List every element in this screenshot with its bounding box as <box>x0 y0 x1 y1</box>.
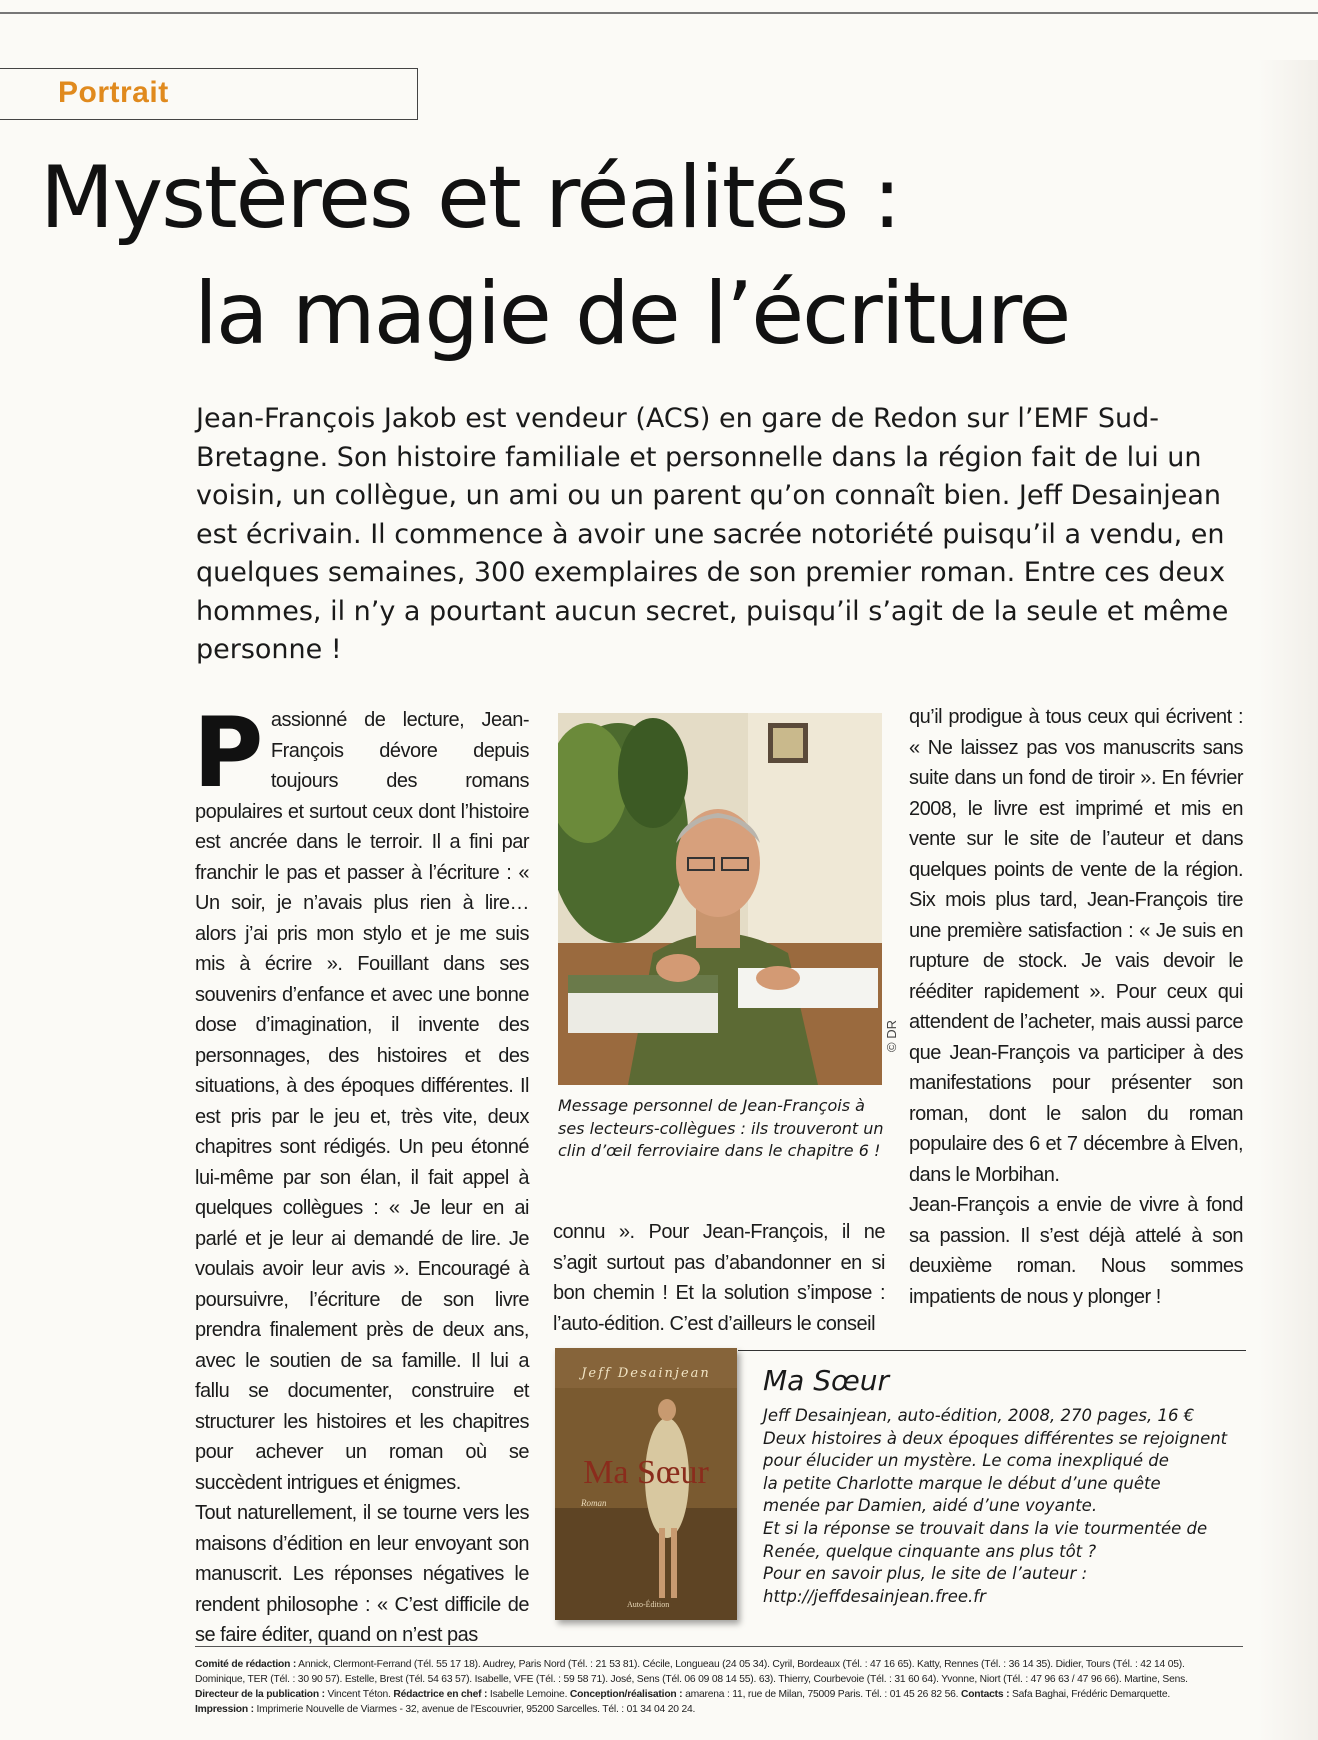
footer-line: Dominique, TER (Tél. : 30 90 57). Estelle, Brest (Tél. 54 63 57). Isabelle, VFE (Tél. : 59 58 71). José, Sens (Tél. 06 09 08 14 55). 63). Thierry, Courbevoie (Tél. : 31 60 64). Yvonne, Niort (Tél. : 47 96 63 / 47 96 66). Martine, Sens. <box>195 1674 1188 1685</box>
photo-credit: © DR <box>884 1020 899 1052</box>
book-box-rule <box>738 1350 1246 1351</box>
article-lede: Jean-François Jakob est vendeur (ACS) en gare de Redon sur l’EMF Sud-Bretagne. Son histoire familiale et personnelle dans la région fait de lui un voisin, un collègue, un ami ou un parent qu’on connaît bien. Jeff Desainjean est écrivain. Il commence à avoir une sacrée notoriété puisqu’il a vendu, en quelques semaines, 300 exemplaires de son premier roman. Entre ces deux hommes, il n’y a pourtant aucun secret, puisqu’il s’agit de la seule et même personne ! <box>196 403 1229 665</box>
cover-author: Jeff Desainjean <box>581 1366 711 1381</box>
footer-label: Directeur de la publication : <box>195 1689 325 1700</box>
book-cover <box>555 1348 737 1620</box>
footer-label: Rédactrice en chef : <box>393 1689 488 1700</box>
cover-title: Ma Sœur <box>583 1454 709 1491</box>
book-line: Et si la réponse se trouvait dans la vie tourmentée de <box>763 1518 1208 1538</box>
article-title <box>40 140 1280 372</box>
cover-subtitle: Roman <box>581 1498 607 1508</box>
footer-label: Impression : <box>195 1704 254 1715</box>
body-column-1 <box>193 697 529 1651</box>
footer-text: amarena : 11, rue de Milan, 75009 Paris. Tél. : 01 45 26 82 56. <box>685 1689 959 1700</box>
footer-text: Safa Baghai, Frédéric Demarquette. <box>1011 1689 1171 1700</box>
paragraph: qu’il prodigue à tous ceux qui écrivent : « Ne laissez pas vos manuscrits sans suite dans un fond de tiroir ». En février 2008, le livre est imprimé et mis en vente sur le site de l’auteur et dans quelques points de vente de la région. Six mois plus tard, Jean-François tire une première satisfaction : « Je suis en rupture de stock. Je vais devoir le rééditer rapidement ». Pour ceux qui attendent de l’acheter, mais aussi parce que Jean-François va participer à des manifestations pour présenter son roman, dont le salon du roman populaire des 6 et 7 décembre à Elven, dans le Morbihan. <box>909 706 1243 1186</box>
top-rule <box>0 12 1318 14</box>
footer-rule <box>195 1646 1243 1647</box>
book-title: Ma Sœur <box>763 1364 890 1397</box>
footer-line <box>195 1702 1243 1717</box>
book-line: pour élucider un mystère. Le coma inexpliqué de <box>763 1451 1169 1471</box>
footer-text: Vincent Téton. <box>327 1689 391 1700</box>
body-column-2 <box>553 1217 885 1339</box>
footer-text: Annick, Clermont-Ferrand (Tél. 55 17 18). Audrey, Paris Nord (Tél. : 21 53 81). Cécile, Longueau (24 05 34). Cyril, Bordeaux (Tél. : 47 16 65). Katty, Rennes (Tél. : 36 14 35). Didier, Tours (Tél. : 42 14 05). <box>298 1659 1185 1670</box>
footer-line <box>195 1687 1243 1702</box>
book-line: Deux histoires à deux époques différentes se rejoignent <box>763 1428 1228 1448</box>
masthead-footer <box>195 1657 1243 1717</box>
drop-cap: P <box>193 697 263 809</box>
footer-text: Imprimerie Nouvelle de Viarmes - 32, avenue de l’Escouvrier, 95200 Sarcelles. Tél. : 01 34 04 20 24. <box>256 1704 696 1715</box>
book-line: menée par Damien, aidé d’une voyante. <box>763 1496 1098 1516</box>
paragraph-text: assionné de lecture, Jean-François dévore depuis toujours des romans populaires et surtout ceux dont l’histoire est ancrée dans le terroir. Il a fini par franchir le pas et passer à l’écriture : « Un soir, je n’avais plus rien à lire… alors j’ai pris mon stylo et je me suis mis à écrire ». Fouillant dans ses souvenirs d’enfance et avec une bonne dose d’imagination, il invente des personnages, des histoires et des situations, à des époques différentes. Il est pris par le jeu et, très vite, deux chapitres sont rédigés. Un peu étonné lui-même par son élan, il fait appel à quelques collègues : « Je leur en ai parlé et je leur ai demandé de lire. Je voulais avoir leur avis ». Encouragé à poursuivre, l’écriture de son livre prendra finalement près de deux ans, avec le soutien de sa famille. Il lui a fallu se documenter, construire et structurer les histoires et les chapitres pour achever un roman où se succèdent intrigues et énigmes. <box>195 709 529 1494</box>
book-line: Jeff Desainjean, auto-édition, 2008, 270 pages, 16 € <box>763 1406 1195 1425</box>
title-line-1: Mystères et réalités : <box>40 148 900 248</box>
title-line-2: la magie de l’écriture <box>194 264 1070 364</box>
footer-label: Contacts : <box>960 1689 1010 1700</box>
paragraph: Jean-François a envie de vivre à fond sa passion. Il s’est déjà attelé à son deuxième roman. Nous sommes impatients de nous y plonger ! <box>909 1194 1243 1308</box>
author-photo <box>558 713 882 1085</box>
footer-label: Conception/réalisation : <box>569 1689 683 1700</box>
author-website-link[interactable]: http://jeffdesainjean.free.fr <box>763 1586 986 1606</box>
book-line: Pour en savoir plus, le site de l’auteur : <box>763 1564 1088 1584</box>
photo-caption: Message personnel de Jean-François à ses lecteurs-collègues : ils trouveront un clin d’œil ferroviaire dans le chapitre 6 ! <box>558 1096 884 1160</box>
book-line: Renée, quelque cinquante ans plus tôt ? <box>763 1541 1097 1561</box>
body-column-3 <box>909 702 1243 1312</box>
paragraph: connu ». Pour Jean-François, il ne s’agit surtout pas d’abandonner en si bon chemin ! Et la solution s’impose : l’auto-édition. C’est d’ailleurs le conseil <box>553 1221 885 1335</box>
cover-publisher: Auto-Édition <box>627 1600 670 1609</box>
section-label: Portrait <box>58 76 169 109</box>
footer-label: Comité de rédaction : <box>195 1659 297 1670</box>
book-line: la petite Charlotte marque le début d’une quête <box>763 1473 1161 1493</box>
paragraph <box>193 697 529 1498</box>
book-description <box>763 1405 1243 1608</box>
author-photo-illustration <box>558 713 882 1085</box>
paragraph: Tout naturellement, il se tourne vers les maisons d’édition en leur envoyant son manuscrit. Les réponses négatives le rendent philosophe : « C’est difficile de se faire éditer, quand on n’est pas <box>195 1502 529 1646</box>
footer-text: Isabelle Lemoine. <box>489 1689 568 1700</box>
footer-line <box>195 1657 1243 1672</box>
